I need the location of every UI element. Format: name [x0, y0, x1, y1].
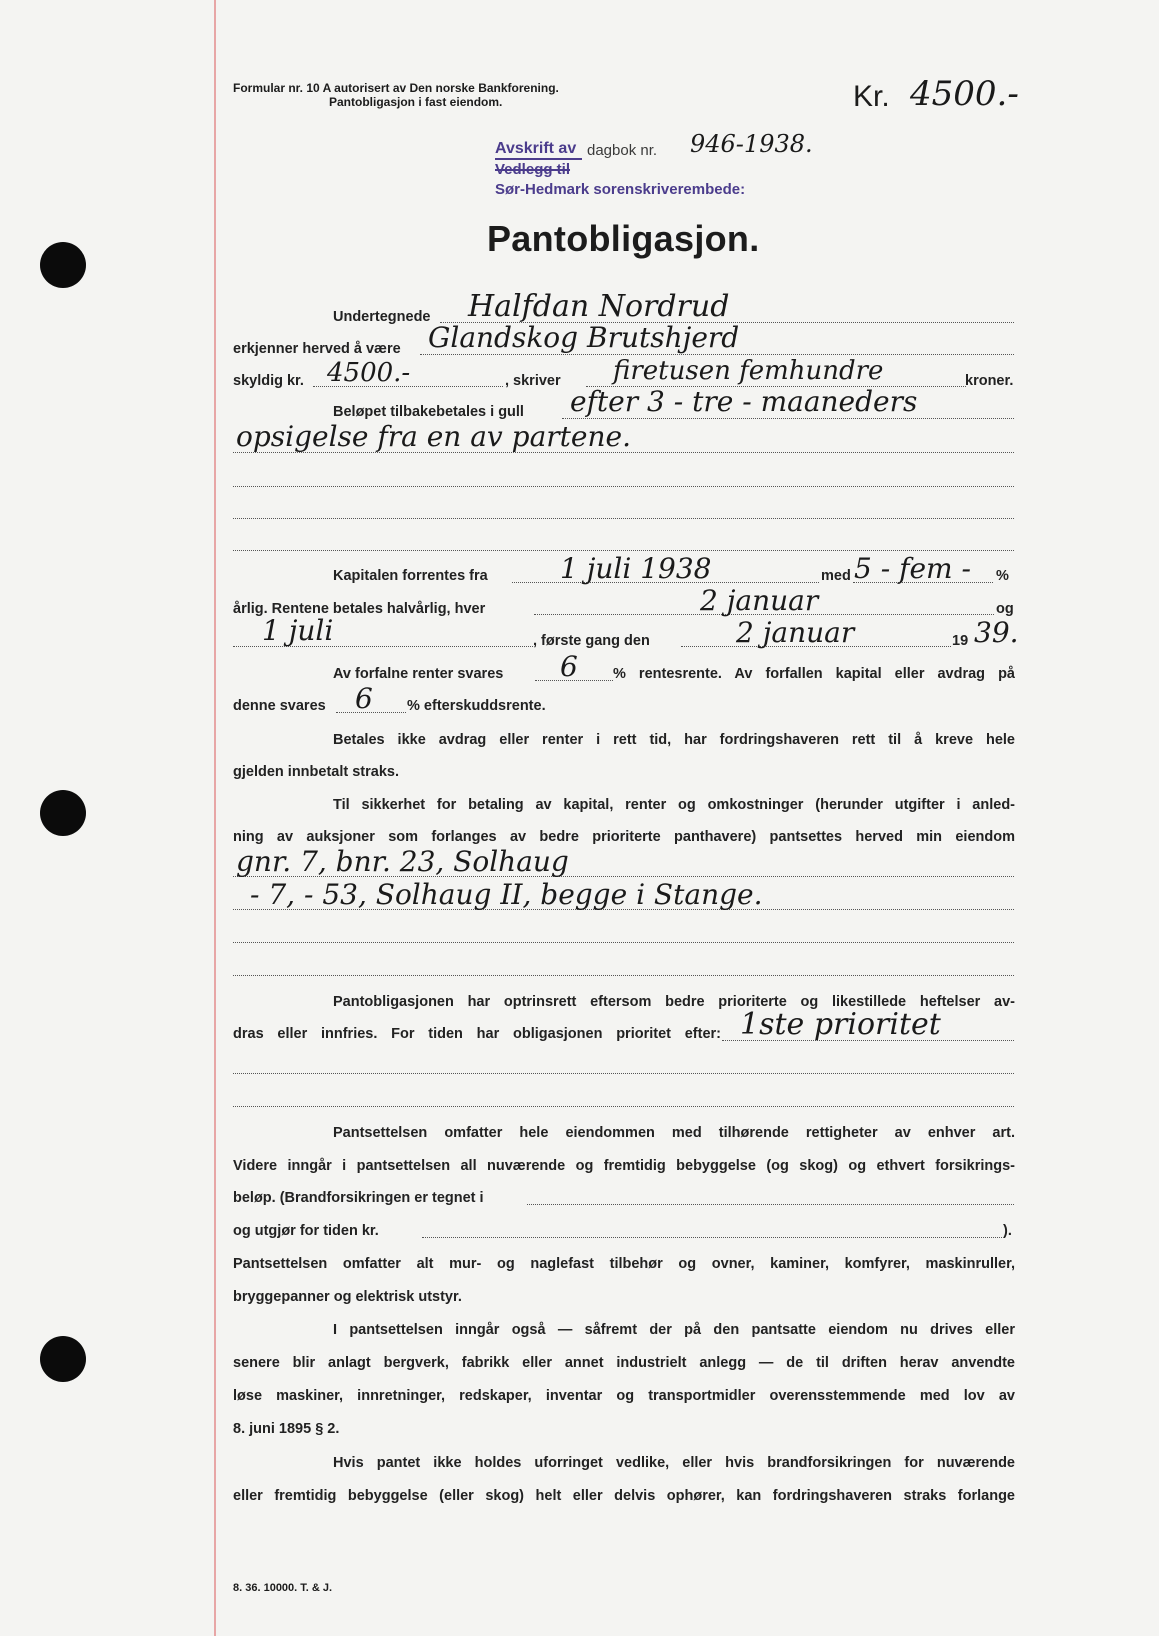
property-line2: - 7, - 53, Solhaug II, begge i Stange.	[250, 878, 763, 911]
stamp-avskrift: Avskrift av	[495, 140, 577, 157]
form-header-line2: Pantobligasjon i fast eiendom.	[329, 95, 503, 109]
med-value: 5 - fem -	[854, 552, 971, 585]
skyldig-label: skyldig kr.	[233, 373, 304, 389]
sikkerhet-line1: Til sikkerhet for betaling av kapital, renter og omkostninger (herunder utgifter i anled-	[333, 797, 1015, 813]
optrinsrett-line1: Pantobligasjonen har optrinsrett eftersom bedre prioriterte og likestillede heftelser av-	[333, 994, 1015, 1010]
arlig-label: årlig. Rentene betales halvårlig, hver	[233, 601, 486, 617]
hvis-line1: Hvis pantet ikke holdes uforringet vedlike, eller hvis brandforsikringen for nuværende	[333, 1455, 1015, 1471]
stamp-office: Sør-Hedmark sorenskriverembede:	[495, 181, 746, 198]
forrentes-label: Kapitalen forrentes fra	[333, 568, 488, 584]
percent-sign-1: %	[996, 568, 1009, 584]
document-title: Pantobligasjon.	[487, 218, 760, 259]
amount-label: Kr.	[853, 80, 890, 113]
forfalne-value: 6	[560, 650, 578, 683]
second-date-value: 1 juli	[262, 614, 334, 647]
prioritet-value: 1ste prioritet	[740, 1007, 941, 1042]
print-code-footer: 8. 36. 10000. T. & J.	[233, 1582, 333, 1594]
hver-value: 2 januar	[700, 584, 819, 617]
erkjenner-value: Glandskog Brutshjerd	[428, 321, 740, 354]
mur-line2: bryggepanner og elektrisk utstyr.	[233, 1289, 462, 1305]
hvis-line2: eller fremtidig bebyggelse (eller skog) helt eller delvis ophører, kan fordringshaveren straks forlange	[233, 1488, 1015, 1504]
omfatter-line1: Pantsettelsen omfatter hele eiendommen med tilhørende rettigheter av enhver art.	[333, 1125, 1015, 1141]
undertegnede-value: Halfdan Nordrud	[468, 289, 730, 324]
belopet-value-line1: efter 3 - tre - maaneders	[570, 385, 918, 418]
med-label: med	[821, 568, 851, 584]
amount-value: 4500.-	[910, 74, 1019, 114]
belopet-value-line2: opsigelse fra en av partene.	[236, 420, 631, 453]
property-line1: gnr. 7, bnr. 23, Solhaug	[236, 845, 569, 878]
sikkerhet-line2: ning av auksjoner som forlanges av bedre prioriterte panthavere) pantsettes herved min eiendom	[233, 829, 1015, 845]
stamp-vedlegg-struck: Vedlegg til	[495, 161, 571, 178]
margin-rule	[214, 0, 216, 1636]
skriver-value: firetusen femhundre	[613, 356, 884, 386]
forste-value: 2 januar	[736, 616, 855, 649]
form-header-line1: Formular nr. 10 A autorisert av Den norske Bankforening.	[233, 81, 559, 95]
stamp-underline	[495, 158, 582, 160]
forrentes-value: 1 juli 1938	[560, 552, 712, 585]
undertegnede-label: Undertegnede	[333, 309, 431, 325]
inngar-line4: 8. juni 1895 § 2.	[233, 1421, 340, 1437]
year-prefix: 19	[952, 633, 969, 649]
mur-line1: Pantsettelsen omfatter alt mur- og naglefast tilbehør og ovner, kaminer, komfyrer, maskinruller,	[233, 1256, 1015, 1272]
skriver-label: , skriver	[505, 373, 561, 389]
kroner-label: kroner.	[965, 373, 1014, 389]
betales-line1: Betales ikke avdrag eller renter i rett tid, har fordringshaveren rett til å kreve hele	[333, 732, 1015, 748]
punch-hole-middle	[40, 790, 86, 836]
omfatter-line3: beløp. (Brandforsikringen er tegnet i	[233, 1190, 484, 1206]
inngar-line3: løse maskiner, innretninger, redskaper, inventar og transportmidler overensstemmende med lov av	[233, 1388, 1015, 1404]
belopet-label: Beløpet tilbakebetales i gull	[333, 404, 524, 420]
punch-hole-bottom	[40, 1336, 86, 1382]
optrinsrett-line2: dras eller innfries. For tiden har obligasjonen prioritet efter:	[233, 1026, 721, 1042]
rentesrente-text: % rentesrente. Av forfallen kapital eller avdrag på	[613, 666, 1015, 682]
inngar-line1: I pantsettelsen inngår også — såfremt der på den pantsatte eiendom nu drives eller	[333, 1322, 1015, 1338]
efterskudd-text: % efterskuddsrente.	[407, 698, 546, 714]
stamp-dagbok-number: 946-1938.	[690, 130, 813, 158]
forfalne-label: Av forfalne renter svares	[333, 666, 504, 682]
stamp-dagbok-label: dagbok nr.	[587, 142, 658, 159]
year-value: 39.	[974, 616, 1019, 649]
skyldig-value: 4500.-	[327, 358, 411, 388]
omfatter-line4-end: ).	[1003, 1223, 1012, 1239]
denne-value: 6	[355, 682, 373, 715]
betales-line2: gjelden innbetalt straks.	[233, 764, 399, 780]
erkjenner-label: erkjenner herved å være	[233, 341, 401, 357]
inngar-line2: senere blir anlagt bergverk, fabrikk eller annet industrielt anlegg — de til driften herav anvendte	[233, 1355, 1015, 1371]
og-label: og	[996, 601, 1014, 617]
omfatter-line2: Videre inngår i pantsettelsen all nuværende og fremtidig bebyggelse (og skog) og ethvert forsikrings-	[233, 1158, 1015, 1174]
omfatter-line4: og utgjør for tiden kr.	[233, 1223, 379, 1239]
forste-label: , første gang den	[533, 633, 650, 649]
denne-label: denne svares	[233, 698, 326, 714]
punch-hole-top	[40, 242, 86, 288]
